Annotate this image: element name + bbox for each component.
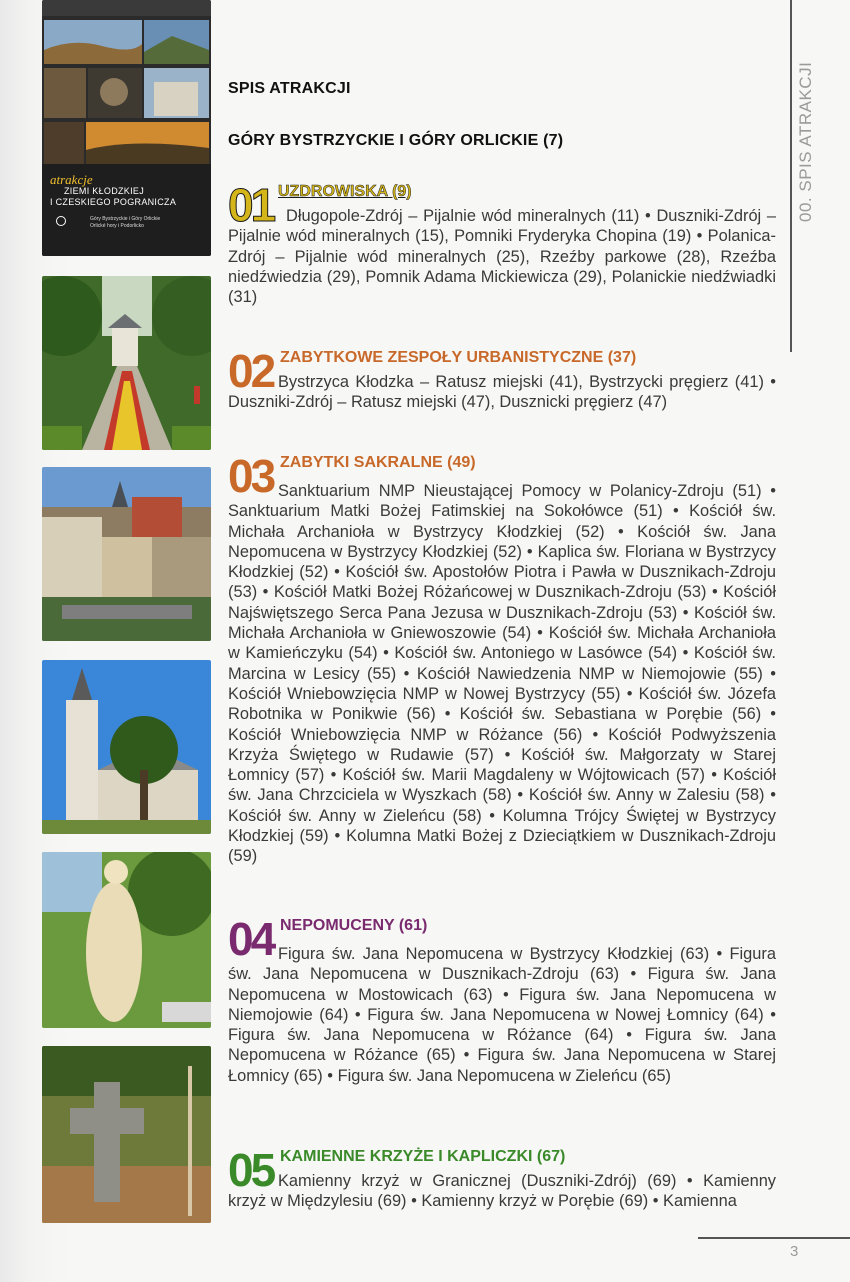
section-body <box>228 913 776 1086</box>
region-heading: GÓRY BYSTRZYCKIE I GÓRY ORLICKIE (7) <box>228 132 564 149</box>
section-body-text: Bystrzyca Kłodzka – Ratusz miejski (41), Bystrzycki pręgierz (41) • Duszniki-Zdrój – Ratusz miejski (47), Dusznicki pręgierz (47) <box>228 373 776 412</box>
town-view-illustration <box>42 467 211 641</box>
cover-title-line1: ZIEMI KŁODZKIEJ <box>64 186 145 196</box>
section-title: NEPOMUCENY (61) <box>280 917 428 934</box>
stone-cross-illustration <box>42 1046 211 1223</box>
section-title: ZABYTKOWE ZESPOŁY URBANISTYCZNE (37) <box>280 349 637 366</box>
church-tower-illustration <box>42 660 211 834</box>
section-title: KAMIENNE KRZYŻE I KAPLICZKI (67) <box>280 1148 566 1165</box>
spa-park-photo <box>42 276 211 450</box>
section-body-text: Długopole-Zdrój – Pijalnie wód mineralnych (11) • Duszniki-Zdrój – Pijalnie wód mineralnych (15), Pomniki Fryderyka Chopina (19) • Polanica-Zdrój – Pijalnie wód mineralnych (25), Rzeźby parkowe (28), Rzeźba niedźwiedzia (29), Pomnik Adama Mickiewicza (29), Polanickie niedźwiadki (31) <box>228 207 776 307</box>
section-03 <box>228 450 776 867</box>
section-number: 04 <box>228 913 274 965</box>
cover-brand: atrakcje <box>50 172 93 187</box>
section-number: 01 <box>228 179 274 231</box>
bottom-rule <box>698 1237 850 1239</box>
cover-title <box>50 186 176 208</box>
section-04 <box>228 913 776 1086</box>
town-view-photo <box>42 467 211 641</box>
cover-subtitle-line1: Góry Bystrzyckie i Góry Orlickie <box>90 216 161 222</box>
publisher-logo-icon <box>56 216 66 226</box>
cover-subtitle <box>90 216 160 230</box>
page-heading: SPIS ATRAKCJI <box>228 80 351 97</box>
section-title: UZDROWISKA (9) <box>278 183 412 200</box>
section-title: ZABYTKI SAKRALNE (49) <box>280 454 476 471</box>
section-number: 03 <box>228 450 274 502</box>
church-tower-photo <box>42 660 211 834</box>
section-01 <box>228 179 776 307</box>
nepomuk-statue-photo <box>42 852 211 1028</box>
section-05 <box>228 1144 776 1212</box>
section-02 <box>228 345 776 413</box>
nepomuk-statue-illustration <box>42 852 211 1028</box>
cover-title-line2: I CZESKIEGO POGRANICZA <box>50 197 177 207</box>
page-number: 3 <box>790 1243 799 1260</box>
stone-cross-photo <box>42 1046 211 1223</box>
section-number: 05 <box>228 1144 274 1196</box>
section-number: 02 <box>228 345 274 397</box>
chapter-side-label: 00. SPIS ATRAKCJI <box>796 61 815 222</box>
section-body-text: Figura św. Jana Nepomucena w Bystrzycy Kłodzkiej (63) • Figura św. Jana Nepomucena w Dusznikach-Zdroju (63) • Figura św. Jana Nepomucena w Mostowicach (63) • Figura św. Jana Nepomucena w Niemojowie (64) • Figura św. Jana Nepomucena w Nowej Łomnicy (64) • Figura św. Jana Nepomucena w Różance (64) • Figura św. Jana Nepomucena w Różance (65) • Figura św. Jana Nepomucena w Starej Łomnicy (65) • Figura św. Jana Nepomucena w Zieleńcu (65) <box>228 945 776 1085</box>
spa-park-illustration <box>42 276 211 450</box>
cover-subtitle-line2: Orlické hory i Podorlicko <box>90 223 144 229</box>
section-body-text: Kamienny krzyż w Granicznej (Duszniki-Zdrój) (69) • Kamienny krzyż w Międzylesiu (69) • Kamienny krzyż w Porębie (69) • Kamienna <box>228 1172 776 1211</box>
section-body-text: Sanktuarium NMP Nieustającej Pomocy w Polanicy-Zdroju (51) • Sanktuarium Matki Bożej Fatimskiej na Sokołówce (51) • Kościół św. Michała Archanioła w Bystrzycy Kłodzkiej (52) • Kościół św. Jana Nepomucena w Bystrzycy Kłodzkiej (52) • Kaplica św. Floriana w Bystrzycy Kłodzkiej (52) • Kościół św. Apostołów Piotra i Pawła w Dusznikach-Zdroju (53) • Kościół Matki Bożej Różańcowej w Dusznikach-Zdroju (53) • Kościół Najświętszego Serca Pana Jezusa w Dusznikach-Zdroju (53) • Kościół św. Michała Archanioła w Gniewoszowie (54) • Kościół św. Michała Archanioła w Kamieńczyku (54) • Kościół św. Antoniego w Lasówce (54) • Kościół św. Marcina w Lesicy (55) • Kościół Nawiedzenia NMP w Niemojowie (55) • Kościół Wniebowzięcia NMP w Nowej Bystrzycy (55) • Kościół św. Józefa Robotnika w Ponikwie (56) • Kościół św. Sebastiana w Porębie (56) • Kościół Wniebowzięcia NMP w Różance (56) • Kościół Podwyższenia Krzyża Świętego w Rudawie (57) • Kościół św. Małgorzaty w Starej Łomnicy (57) • Kościół św. Marii Magdaleny w Wójtowicach (57) • Kościół św. Jana Chrzciciela w Wyszkach (58) • Kościół św. Anny w Zalesiu (58) • Kościół św. Anny w Zieleńcu (58) • Kolumna Trójcy Świętej w Bystrzycy Kłodzkiej (59) • Kolumna Matki Bożej z Dzieciątkiem w Dusznikach-Zdroju (59) <box>228 482 776 866</box>
side-rule <box>790 0 792 352</box>
book-cover-image <box>42 0 211 256</box>
section-body <box>228 450 776 867</box>
